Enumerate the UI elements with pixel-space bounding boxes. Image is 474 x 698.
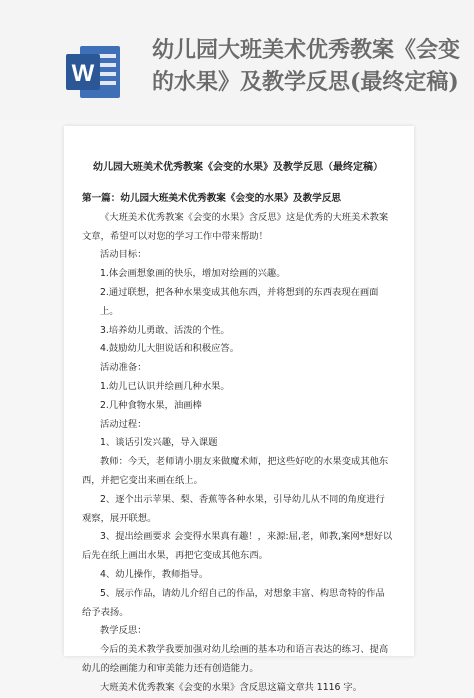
section-title: 第一篇：幼儿园大班美术优秀教案《会变的水果》及教学反思 — [82, 193, 342, 204]
paragraph: 大班美术优秀教案《会变的水果》含反思这篇文章共 1116 字。 — [100, 681, 362, 693]
document-page — [64, 126, 414, 693]
paragraph: 活动准备： — [100, 362, 147, 374]
list-item: 2.几种食物水果，油画棒 — [100, 399, 202, 411]
list-item: 1.幼儿已认识并绘画几种水果。 — [100, 380, 230, 392]
list-item: 5、展示作品，请幼儿介绍自己的作品，对想象丰富、构思奇特的作品给予表扬。 — [82, 587, 385, 618]
paragraph: 《大班美术优秀教案《会变的水果》含反思》这是优秀的大班美术教案文章，希望可以对您的学习工作中带来帮助！ — [82, 211, 389, 242]
paragraph: 教学反思： — [100, 625, 147, 637]
list-item: 3、提出绘画要求 会变得水果真有趣！，来源:屈,老，师教,案网*想好以后先在纸上画出水果，再把它变成其他东西。 — [82, 531, 393, 562]
document-title: 幼儿园大班美术优秀教案《会变的水果》及教学反思（最终定稿） — [93, 162, 383, 173]
word-icon — [62, 40, 126, 104]
list-item: 4.鼓励幼儿大胆说话和积极应答。 — [100, 343, 240, 355]
list-item: 1.体会画想象画的快乐，增加对绘画的兴趣。 — [100, 268, 286, 280]
paragraph: 教师：今天，老师请小朋友来做魔术师，把这些好吃的水果变成其他东西，并把它变出来画在纸上。 — [82, 456, 389, 486]
list-item: 2.通过联想，把各种水果变成其他东西，并将想到的东西表现在画面上。 — [100, 286, 379, 317]
paragraph: 今后的美术教学我要加强对幼儿绘画的基本功和语言表达的练习、提高幼儿的绘画能力和审美能力还有创造能力。 — [82, 644, 389, 674]
document-body — [82, 160, 394, 698]
paragraph: 活动目标： — [100, 249, 147, 261]
page-title: 幼儿园大班美术优秀教案《会变的水果》及教学反思(最终定稿) — [152, 37, 461, 95]
word-logo-letter: W — [71, 60, 95, 87]
header-banner — [0, 0, 474, 120]
list-item: 4、幼儿操作，教师指导。 — [100, 568, 209, 580]
list-item: 2、逐个出示苹果、梨、香蕉等各种水果，引导幼儿从不同的角度进行观察，展开联想。 — [82, 493, 385, 524]
list-item: 1、谈话引发兴趣，导入课题 — [100, 437, 218, 449]
paragraph: 活动过程： — [100, 418, 147, 430]
list-item: 3.培养幼儿勇敢、活泼的个性。 — [100, 324, 230, 336]
